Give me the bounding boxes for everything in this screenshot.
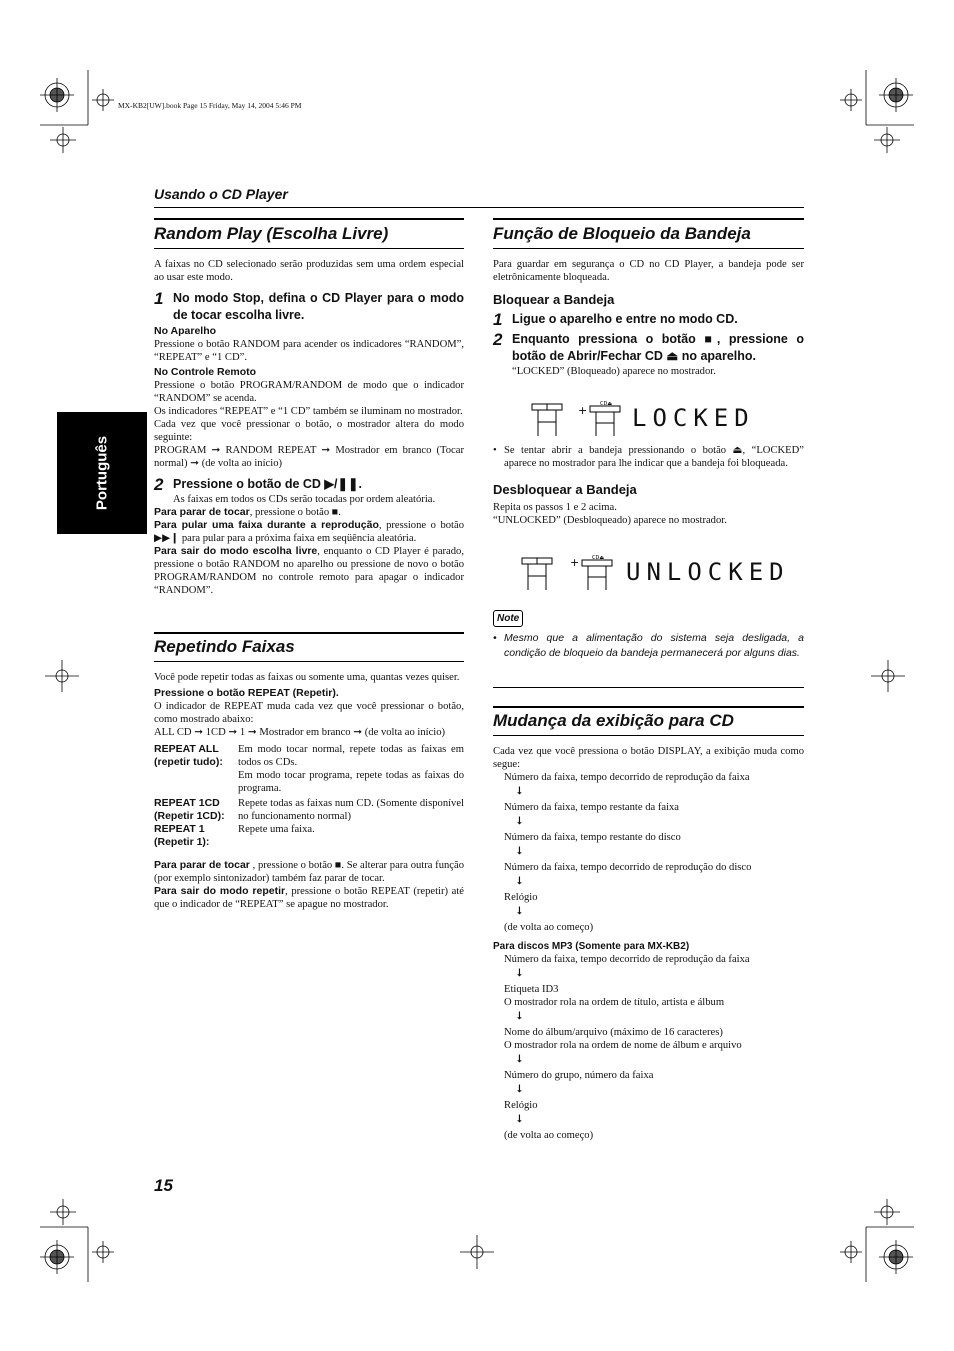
repeat-text: O indicador de REPEAT muda cada vez que você pressionar o botão, como mostrado abaixo: [154,701,464,725]
page-number: 15 [154,1176,173,1195]
display-title: Mudança da exibição para CD [493,711,734,730]
repeat-section [154,671,464,911]
random-rule-top [154,218,464,220]
repeat-title: Repetindo Faixas [154,637,295,656]
lock-step-1: 1 Ligue o aparelho e entre no modo CD. [493,310,738,329]
lock-rule-bottom [493,248,804,249]
display-locked: LOCKED [632,404,755,432]
arrow-down-icon: ➞ [513,1010,526,1021]
list-item-note: O mostrador rola na ordem de título, artista e álbum [504,997,725,1008]
remote-sequence: PROGRAM ➞ RANDOM REPEAT ➞ Mostrador em branco (Tocar normal) ➞ (de volta ao início) [154,445,464,469]
arrow-down-icon: ➞ [513,785,526,796]
svg-text:CD⏏: CD⏏ [600,401,613,407]
list-item: Relógio [504,892,538,903]
unlock-subtitle: Desbloquear a Bandeja [493,482,637,497]
arrow-down-icon: ➞ [513,1083,526,1094]
note-block: Note • Mesmo que a alimentação do sistema seja desligada, a condição de bloqueio da bandeja permanecerá por alguns dias. [493,610,804,660]
random-exit: Para sair do modo escolha livre, enquanto o CD Player é parado, pressione o botão RANDOM no aparelho ou pressione de novo o botão PROGRAM/RANDOM no controle remoto para apagar o indicador “RANDOM”. [154,545,464,596]
unit-label: No Aparelho [154,325,217,337]
arrow-down-icon: ➞ [513,905,526,916]
note-text: Mesmo que a alimentação do sistema seja desligada, a condição de bloqueio da bandeja permanecerá por alguns dias. [504,632,804,659]
list-item: Número da faixa, tempo decorrido de reprodução da faixa [504,772,750,783]
arrow-down-icon: ➞ [513,967,526,978]
display-intro: Cada vez que você pressiona o botão DISPLAY, a exibição muda como segue: [493,746,804,770]
random-step-1: 1 No modo Stop, defina o CD Player para o modo de tocar escolha livre. [154,289,464,322]
svg-text:+: + [578,404,588,417]
unlock-text-1: Repita os passos 1 e 2 acima. [493,502,617,513]
list-item: Número do grupo, número da faixa [504,1070,654,1081]
note-icon: Note [493,610,523,627]
tray-icons-unlocked [520,552,620,592]
list-item: Número da faixa, tempo decorrido de reprodução do disco [504,862,752,873]
repeat-rule-bottom [154,661,464,662]
repeat-press-label: Pressione o botão REPEAT (Repetir). [154,687,339,699]
display-rule-bottom [493,735,804,736]
mp3-display-sequence [493,953,804,1142]
remote-text-3: Cada vez que você pressionar o botão, o mostrador altera do modo seguinte: [154,419,464,443]
list-item: Etiqueta ID3 [504,984,559,995]
remote-text-2: Os indicadores “REPEAT” e “1 CD” também se iluminam no mostrador. [154,406,463,417]
lock-subtitle: Bloquear a Bandeja [493,292,615,307]
random-title: Random Play (Escolha Livre) [154,224,389,243]
svg-text:+: + [570,556,580,569]
repeat-mode-row: REPEAT ALL (repetir tudo): Em modo tocar normal, repete todas as faixas em todos os CDs. Em modo tocar programa, repete todas as faixas do programa. [154,743,464,794]
arrow-down-icon: ➞ [513,875,526,886]
arrow-down-icon: ➞ [513,1113,526,1124]
repeat-rule-top [154,632,464,634]
list-item: Número da faixa, tempo decorrido de reprodução da faixa [504,954,750,965]
display-section [493,745,804,1142]
repeat-exit: Para sair do modo repetir, pressione o botão REPEAT (repetir) até que o indicador de “REPEAT” se apague no mostrador. [154,885,464,910]
list-item: (de volta ao começo) [504,922,594,933]
list-item: Relógio [504,1100,538,1111]
random-rule-bottom [154,248,464,249]
random-intro: A faixas no CD selecionado serão produzidas sem uma ordem especial ao usar este modo. [154,259,464,283]
display-unlocked: UNLOCKED [626,558,790,586]
repeat-intro: Você pode repetir todas as faixas ou somente uma, quantas vezes quiser. [154,672,460,683]
arrow-down-icon: ➞ [513,845,526,856]
file-info: MX-KB2[UW].book Page 15 Friday, May 14, 2004 5:46 PM [118,101,302,110]
lock-bullet: • Se tentar abrir a bandeja pressionando o botão ⏏, “LOCKED” aparece no mostrador para lhe indicar que a bandeja foi bloqueada. Desbloquear a Bandeja Repita os passos 1 e 2 acima. “UNLOCKED” (Desbloqueado) aparece no mostrador. [493,445,804,526]
lock-title: Função de Bloqueio da Bandeja [493,224,751,243]
list-item: Nome do álbum/arquivo (máximo de 16 caracteres) [504,1027,723,1038]
repeat-sequence: ALL CD ➞ 1CD ➞ 1 ➞ Mostrador em branco ➞ (de volta ao início) [154,727,446,738]
repeat-modes [154,743,464,849]
svg-text:CD⏏: CD⏏ [592,555,605,561]
tray-icons-locked [530,400,630,440]
list-item: Número da faixa, tempo restante do disco [504,832,681,843]
list-item: Número da faixa, tempo restante da faixa [504,802,680,813]
header-rule [154,207,804,208]
cd-display-sequence [493,771,804,934]
list-item-note: O mostrador rola na ordem de nome de álbum e arquivo [504,1040,742,1051]
random-section [154,258,464,597]
language-tab: Português [57,412,147,534]
random-stop: Para parar de tocar, pressione o botão ■. [154,506,341,518]
note-rule [493,687,804,688]
lock-rule-top [493,218,804,220]
section-header: Usando o CD Player [154,186,288,202]
list-item: (de volta ao começo) [504,1130,594,1141]
arrow-down-icon: ➞ [513,1053,526,1064]
display-rule-top [493,706,804,708]
lock-intro: Para guardar em segurança o CD no CD Player, a bandeja pode ser eletrônicamente bloqueada. [493,259,804,283]
remote-label: No Controle Remoto [154,366,257,378]
unit-text: Pressione o botão RANDOM para acender os indicadores “RANDOM”, “REPEAT” e “1 CD”. [154,339,464,363]
arrow-down-icon: ➞ [513,815,526,826]
random-skip: Para pular uma faixa durante a reprodução, pressione o botão ▶▶❙ para pular para a próxima faixa em seqüência aleatória. [154,519,464,544]
repeat-mode-row: REPEAT 1 (Repetir 1): Repete uma faixa. [154,823,315,848]
random-step-2-text: As faixas em todos os CDs serão tocadas por ordem aleatória. [173,494,436,505]
unlock-text-2: “UNLOCKED” (Desbloqueado) aparece no mostrador. [493,515,727,526]
lock-step-2: 2 Enquanto pressiona o botão ■, pressione o botão de Abrir/Fechar CD ⏏ no aparelho. [493,330,804,363]
remote-text-1: Pressione o botão PROGRAM/RANDOM de modo que o indicador “RANDOM” se acenda. [154,380,464,404]
mp3-label: Para discos MP3 (Somente para MX-KB2) [493,941,690,952]
repeat-stop: Para parar de tocar , pressione o botão ■. Se alterar para outra função (por exemplo sintonizador) também faz parar de tocar. [154,859,465,884]
repeat-mode-row: REPEAT 1CD (Repetir 1CD): Repete todas as faixas num CD. (Somente disponível no funcionamento normal) [154,797,464,822]
lock-section [493,258,804,378]
random-step-2: 2 Pressione o botão de CD ▶/❚❚. [154,475,362,494]
lock-step-2-text: “LOCKED” (Bloqueado) aparece no mostrador. [512,366,716,377]
